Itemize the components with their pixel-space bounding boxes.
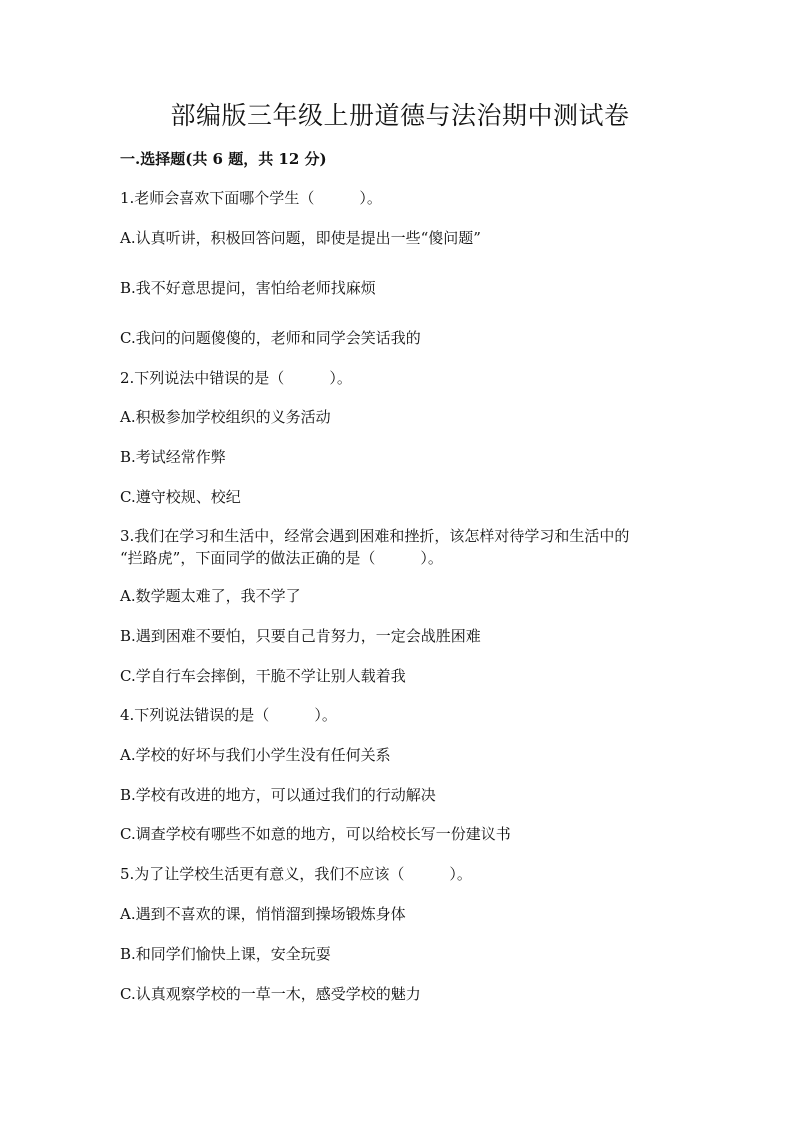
question-4-option-b: B.学校有改进的地方，可以通过我们的行动解决 <box>120 786 436 804</box>
page-title: 部编版三年级上册道德与法治期中测试卷 <box>170 101 630 130</box>
question-5-stem: 5.为了让学校生活更有意义，我们不应该（ ）。 <box>120 865 472 883</box>
question-4-option-c: C.调查学校有哪些不如意的地方，可以给校长写一份建议书 <box>120 825 511 843</box>
question-1-stem: 1.老师会喜欢下面哪个学生（ ）。 <box>120 189 382 207</box>
question-1-option-b: B.我不好意思提问，害怕给老师找麻烦 <box>120 279 376 297</box>
question-2-option-c: C.遵守校规、校纪 <box>120 488 241 506</box>
section-title: 一.选择题(共 6 题，共 12 分) <box>120 150 327 168</box>
question-3-option-c: C.学自行车会摔倒，干脆不学让别人载着我 <box>120 667 406 685</box>
question-4-option-a: A.学校的好坏与我们小学生没有任何关系 <box>120 746 391 764</box>
question-1-option-a: A.认真听讲，积极回答问题，即使是提出一些“傻问题” <box>120 229 481 247</box>
question-1-option-c: C.我问的问题傻傻的，老师和同学会笑话我的 <box>120 329 421 347</box>
question-3-stem-line-1: 3.我们在学习和生活中，经常会遇到困难和挫折，该怎样对待学习和生活中的 <box>120 527 630 545</box>
question-5-option-b: B.和同学们愉快上课，安全玩耍 <box>120 945 331 963</box>
question-5-option-a: A.遇到不喜欢的课，悄悄溜到操场锻炼身体 <box>120 905 406 923</box>
question-4-stem: 4.下列说法错误的是（ ）。 <box>120 706 337 724</box>
question-3-stem-line-2: “拦路虎”，下面同学的做法正确的是（ ）。 <box>120 549 443 567</box>
question-3-option-b: B.遇到困难不要怕，只要自己肯努力，一定会战胜困难 <box>120 627 481 645</box>
question-5-option-c: C.认真观察学校的一草一木，感受学校的魅力 <box>120 985 421 1003</box>
question-3-option-a: A.数学题太难了，我不学了 <box>120 587 301 605</box>
question-2-option-a: A.积极参加学校组织的义务活动 <box>120 408 331 426</box>
question-2-option-b: B.考试经常作弊 <box>120 448 226 466</box>
question-2-stem: 2.下列说法中错误的是（ ）。 <box>120 369 352 387</box>
